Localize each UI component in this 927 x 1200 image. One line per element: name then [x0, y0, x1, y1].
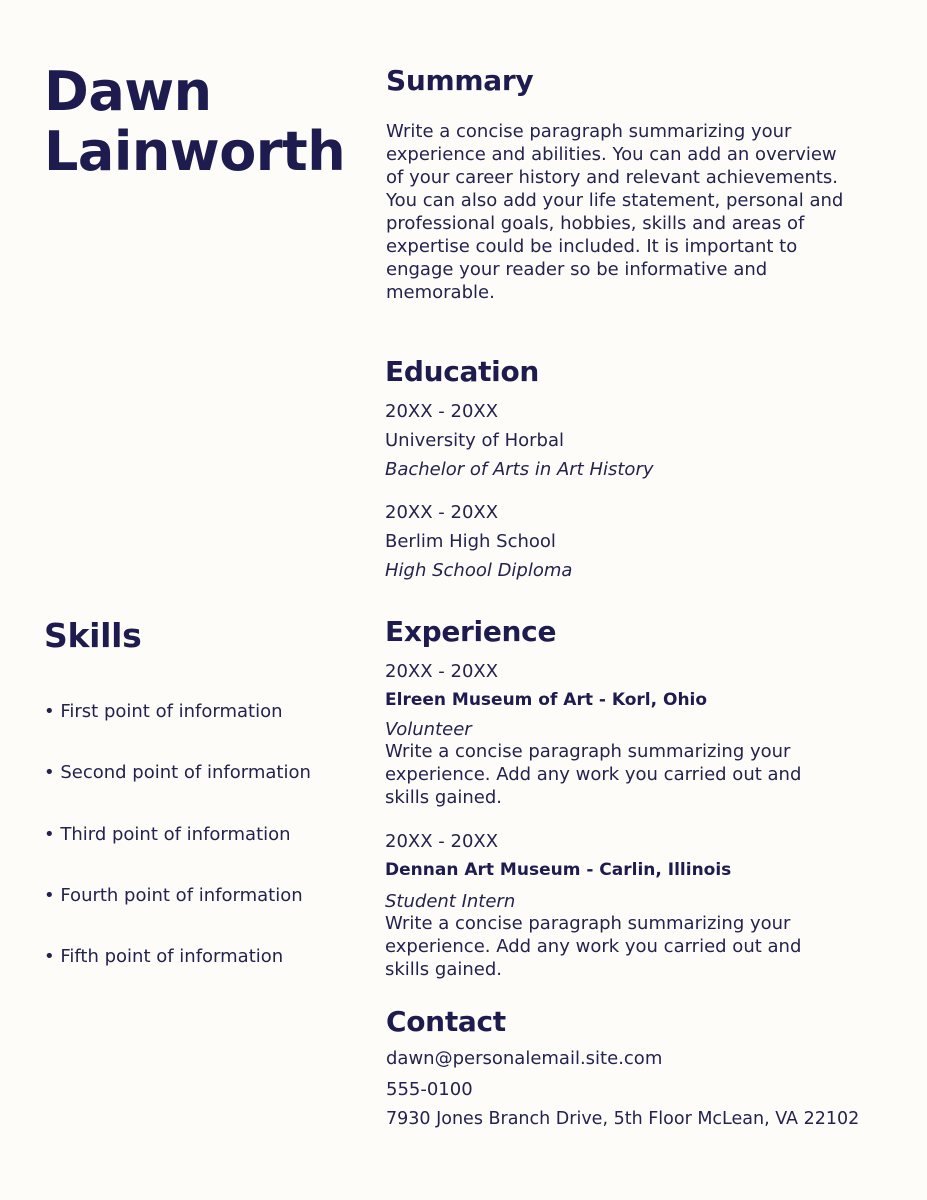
summary-heading: Summary — [386, 64, 534, 97]
education-dates: 20XX - 20XX — [385, 502, 499, 523]
skill-item: • Fourth point of information — [44, 885, 303, 906]
resume-name — [44, 62, 345, 182]
education-school: Berlim High School — [385, 531, 556, 552]
first-name: Dawn — [44, 60, 212, 123]
contact-phone: 555-0100 — [386, 1079, 473, 1100]
skill-item: • Second point of information — [44, 762, 311, 783]
education-dates: 20XX - 20XX — [385, 401, 499, 422]
contact-email: dawn@personalemail.site.com — [386, 1048, 663, 1069]
experience-dates: 20XX - 20XX — [385, 661, 499, 682]
skill-item: • Third point of information — [44, 824, 291, 845]
experience-entry — [385, 657, 845, 809]
contact-address: 7930 Jones Branch Drive, 5th Floor McLean, VA 22102 — [386, 1109, 860, 1129]
education-degree: Bachelor of Arts in Art History — [385, 459, 654, 480]
skills-heading: Skills — [44, 616, 142, 655]
education-entry — [385, 397, 845, 484]
summary-text: Write a concise paragraph summarizing your experience and abilities. You can add an overview of your career history and relevant achievements. You can also add your life statement, personal and professional goals, hobbies, skills and areas of expertise could be included. It is important to engage your reader so be informative and memorable. — [386, 121, 844, 303]
education-school: University of Horbal — [385, 430, 564, 451]
experience-entry — [385, 827, 845, 981]
skill-item: • Fifth point of information — [44, 946, 284, 967]
experience-role: Student Intern — [385, 891, 516, 912]
experience-employer: Dennan Art Museum - Carlin, Illinois — [385, 860, 732, 880]
experience-heading: Experience — [385, 615, 557, 648]
experience-dates: 20XX - 20XX — [385, 831, 499, 852]
skill-item: • First point of information — [44, 701, 283, 722]
experience-role: Volunteer — [385, 719, 472, 740]
experience-description: Write a concise paragraph summarizing your experience. Add any work you carried out and skills gained. — [385, 913, 802, 980]
last-name: Lainworth — [44, 120, 346, 183]
education-degree: High School Diploma — [385, 560, 573, 581]
education-heading: Education — [385, 355, 540, 388]
experience-employer: Elreen Museum of Art - Korl, Ohio — [385, 690, 708, 710]
contact-heading: Contact — [386, 1005, 506, 1038]
education-entry — [385, 498, 845, 585]
experience-description: Write a concise paragraph summarizing your experience. Add any work you carried out and skills gained. — [385, 741, 802, 808]
